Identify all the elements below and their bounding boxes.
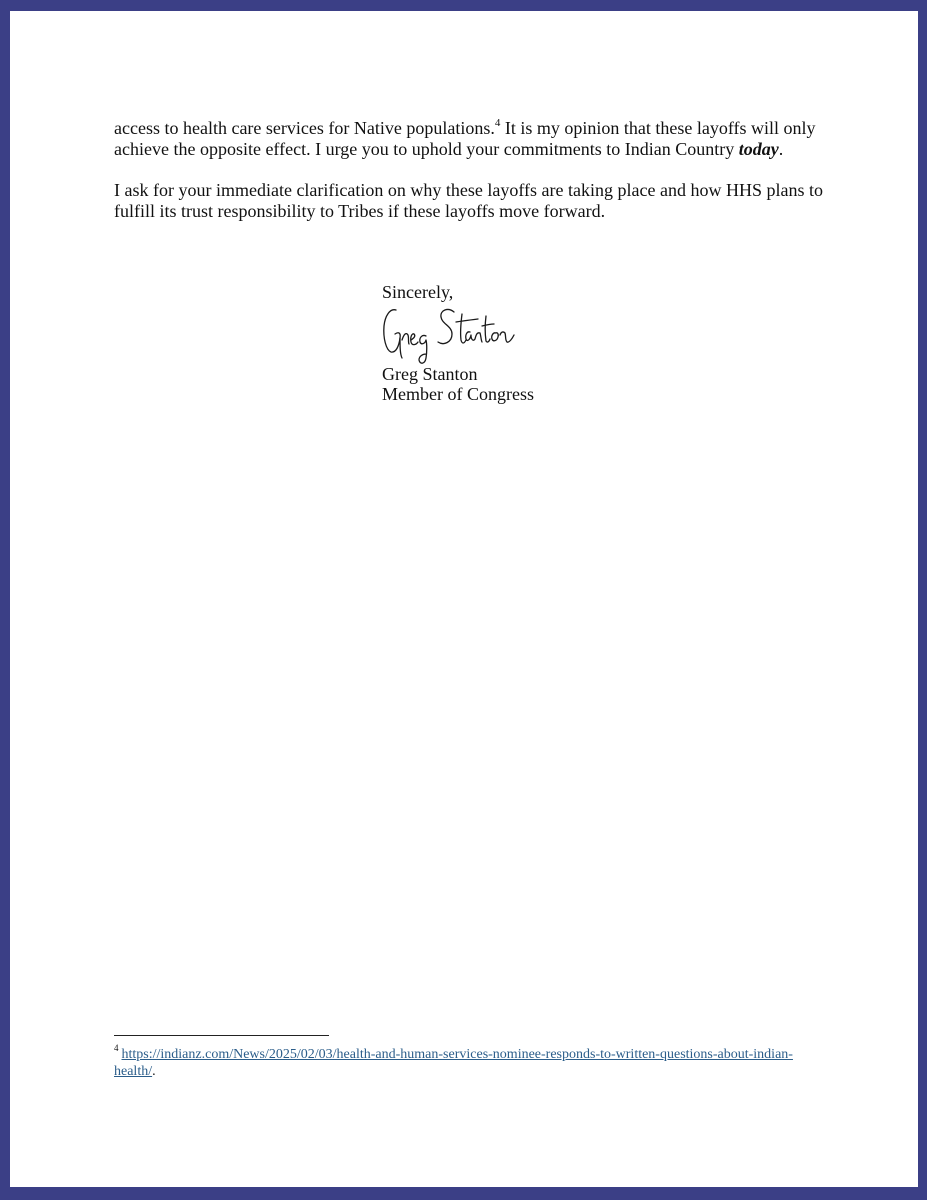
body-paragraph-1 — [114, 118, 824, 160]
paragraph-1-text-end: . — [778, 139, 784, 159]
signer-title: Member of Congress — [382, 384, 534, 404]
paragraph-1-text-start: access to health care services for Native populations. — [114, 118, 495, 138]
footnote-trailing-period: . — [152, 1064, 156, 1079]
document-page — [10, 11, 918, 1187]
paragraph-1-text-middle: It is my opinion that these layoffs will only achieve the opposite effect. I urge you to uphold your commitments to Indian Country — [114, 118, 816, 159]
body-paragraph-2: I ask for your immediate clarification on why these layoffs are taking place and how HHS plans to fulfill its trust responsibility to Tribes if these layoffs move forward. — [114, 180, 823, 221]
handwritten-signature — [382, 302, 522, 366]
signer-name: Greg Stanton — [382, 364, 478, 384]
closing: Sincerely, — [382, 282, 454, 302]
emphasis-today: today — [738, 139, 779, 159]
footnote-separator — [114, 1035, 329, 1036]
footnote-link[interactable]: https://indianz.com/News/2025/02/03/health-and-human-services-nominee-responds-to-written-questions-about-indian-health/ — [114, 1047, 793, 1079]
footnote-number: 4 — [114, 1043, 119, 1054]
footnote — [114, 1043, 814, 1080]
footnote-reference: 4 — [494, 117, 501, 129]
signature-block — [382, 282, 534, 404]
